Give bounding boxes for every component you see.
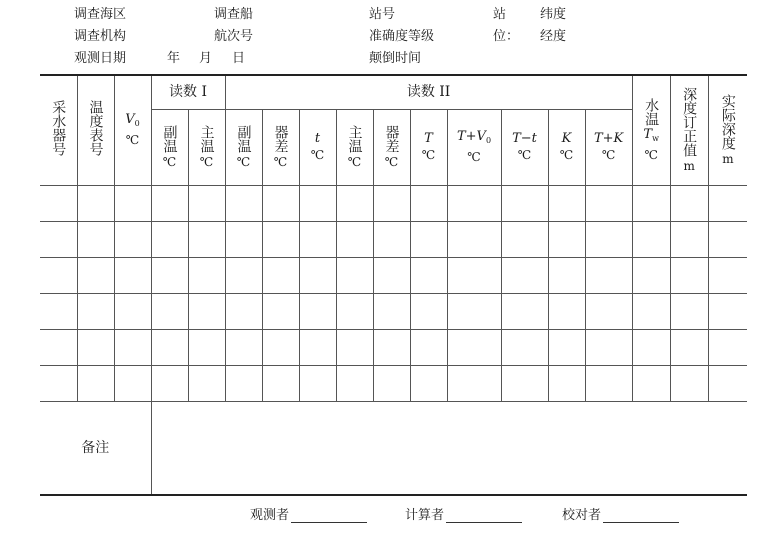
K-header (548, 109, 585, 185)
calculator-signature (405, 504, 522, 523)
actual-depth-header (708, 75, 747, 185)
data-cell[interactable] (548, 365, 585, 401)
data-cell[interactable] (336, 365, 373, 401)
table-row (40, 329, 747, 365)
depth-correction-header (670, 75, 708, 185)
table-row (40, 257, 747, 293)
data-cell[interactable] (262, 365, 299, 401)
r1-main-temp-text: 主温 (198, 125, 215, 153)
t-unit: ℃ (310, 148, 325, 162)
T-minus-t-unit: ℃ (517, 148, 532, 162)
checker-label: 校对者 (562, 508, 602, 523)
data-cell[interactable] (410, 329, 447, 365)
data-cell[interactable] (585, 185, 632, 221)
data-cell[interactable] (410, 257, 447, 293)
survey-area-label: 调查海区 (74, 7, 127, 22)
table-row (40, 221, 747, 257)
r2-aux-temp-unit: ℃ (236, 155, 251, 169)
data-cell[interactable] (708, 257, 747, 293)
calculator-label: 计算者 (405, 508, 445, 523)
longitude-label: 经度 (540, 29, 567, 44)
data-cell[interactable] (299, 329, 336, 365)
data-cell[interactable] (40, 185, 77, 221)
data-cell[interactable] (77, 221, 114, 257)
T-minus-t-header (501, 109, 548, 185)
thermometer-no-text: 温度表号 (87, 100, 104, 157)
reading-2-header: 读数 II (225, 75, 632, 109)
data-cell[interactable] (262, 257, 299, 293)
actual-depth-unit: m (722, 152, 734, 167)
r2-main-error-text: 器差 (383, 125, 400, 153)
data-cell[interactable] (77, 257, 114, 293)
data-cell[interactable] (114, 185, 151, 221)
data-cell[interactable] (188, 185, 225, 221)
data-cell[interactable] (114, 293, 151, 329)
r1-main-temp-header (188, 109, 225, 185)
voyage-no-label: 航次号 (214, 29, 254, 44)
station-position-label-2: 位： (493, 29, 520, 44)
data-cell[interactable] (373, 185, 410, 221)
data-cell[interactable] (548, 257, 585, 293)
data-cell[interactable] (632, 329, 670, 365)
survey-agency-label: 调查机构 (74, 29, 127, 44)
data-cell[interactable] (410, 365, 447, 401)
data-cell[interactable] (225, 185, 262, 221)
observation-table (40, 74, 747, 496)
data-cell[interactable] (670, 185, 708, 221)
T-plus-v0-subscript: 0 (485, 136, 492, 145)
water-temp-header (632, 75, 670, 185)
data-cell[interactable] (410, 293, 447, 329)
data-cell[interactable] (548, 329, 585, 365)
latitude-label: 纬度 (540, 7, 567, 22)
table-row (40, 293, 747, 329)
data-cell[interactable] (373, 293, 410, 329)
table-row (40, 365, 747, 401)
data-cell[interactable] (632, 221, 670, 257)
data-cell[interactable] (299, 185, 336, 221)
r2-main-temp-header (336, 109, 373, 185)
data-cell[interactable] (373, 257, 410, 293)
station-position-label: 站 (493, 7, 507, 22)
thermometer-no-header (77, 75, 114, 185)
data-cell[interactable] (225, 221, 262, 257)
T-plus-v0-header (447, 109, 501, 185)
data-cell[interactable] (188, 257, 225, 293)
data-cell[interactable] (151, 329, 188, 365)
data-cell[interactable] (632, 293, 670, 329)
sampler-no-header (40, 75, 77, 185)
data-cell[interactable] (336, 221, 373, 257)
tw-unit: ℃ (644, 148, 658, 163)
data-cell[interactable] (501, 329, 548, 365)
data-cell[interactable] (188, 329, 225, 365)
data-cell[interactable] (299, 293, 336, 329)
data-cell[interactable] (708, 329, 747, 365)
r2-main-error-header (373, 109, 410, 185)
data-cell[interactable] (632, 365, 670, 401)
r2-main-temp-unit: ℃ (347, 155, 362, 169)
reversal-time-label: 颠倒时间 (369, 51, 422, 66)
data-cell[interactable] (447, 221, 501, 257)
data-cell[interactable] (708, 185, 747, 221)
T-plus-v0-symbol: T+V (456, 129, 486, 144)
reading-1-header: 读数 I (151, 75, 225, 109)
r2-main-error-unit: ℃ (384, 155, 399, 169)
sampler-no-text: 采水器号 (50, 100, 67, 157)
T-unit: ℃ (421, 148, 436, 162)
data-cell[interactable] (410, 185, 447, 221)
remarks-label: 备注 (40, 401, 151, 495)
station-no-label: 站号 (369, 7, 396, 22)
data-cell[interactable] (299, 257, 336, 293)
r1-aux-temp-text: 副温 (161, 125, 178, 153)
r2-aux-error-unit: ℃ (273, 155, 288, 169)
data-cell[interactable] (632, 185, 670, 221)
data-cell[interactable] (670, 257, 708, 293)
remarks-field[interactable] (151, 401, 747, 495)
data-cell[interactable] (188, 221, 225, 257)
data-cell[interactable] (670, 329, 708, 365)
data-cell[interactable] (501, 221, 548, 257)
day-label: 日 (232, 51, 246, 66)
v0-unit: ℃ (125, 133, 140, 148)
data-cell[interactable] (151, 185, 188, 221)
data-cell[interactable] (225, 365, 262, 401)
table-row (40, 185, 747, 221)
data-cell[interactable] (373, 365, 410, 401)
data-cell[interactable] (501, 257, 548, 293)
r1-aux-temp-unit: ℃ (162, 155, 177, 169)
water-temp-text: 水温 (643, 98, 660, 127)
data-cell[interactable] (548, 185, 585, 221)
r2-aux-error-text: 器差 (272, 125, 289, 153)
data-cell[interactable] (447, 293, 501, 329)
data-cell[interactable] (336, 329, 373, 365)
K-symbol: K (561, 131, 572, 146)
depth-correction-text: 深度订正值 (681, 87, 698, 158)
T-plus-K-symbol: T+K (593, 131, 624, 146)
data-cell[interactable] (225, 257, 262, 293)
data-cell[interactable] (501, 365, 548, 401)
data-cell[interactable] (336, 257, 373, 293)
data-cell[interactable] (336, 185, 373, 221)
data-cell[interactable] (77, 329, 114, 365)
checker-signature (562, 504, 679, 523)
data-cell[interactable] (670, 365, 708, 401)
data-cell[interactable] (447, 365, 501, 401)
observation-date-label: 观测日期 (74, 51, 127, 66)
v0-symbol: V (125, 112, 135, 128)
accuracy-level-label: 准确度等级 (369, 29, 435, 44)
data-cell[interactable] (501, 185, 548, 221)
T-plus-K-unit: ℃ (601, 148, 616, 162)
calculator-signature-line[interactable] (446, 509, 522, 523)
r2-aux-temp-text: 副温 (235, 125, 252, 153)
data-cell[interactable] (262, 293, 299, 329)
r2-aux-temp-header (225, 109, 262, 185)
data-cell[interactable] (501, 293, 548, 329)
data-cell[interactable] (299, 365, 336, 401)
data-cell[interactable] (114, 365, 151, 401)
data-cell[interactable] (708, 293, 747, 329)
tw-subscript: w (652, 134, 659, 144)
data-cell[interactable] (77, 293, 114, 329)
data-cell[interactable] (225, 293, 262, 329)
data-cell[interactable] (447, 329, 501, 365)
month-label: 月 (199, 51, 213, 66)
T-plus-K-header (585, 109, 632, 185)
data-cell[interactable] (262, 185, 299, 221)
data-cell[interactable] (447, 185, 501, 221)
data-cell[interactable] (114, 257, 151, 293)
r2-aux-error-header (262, 109, 299, 185)
data-cell[interactable] (40, 329, 77, 365)
data-cell[interactable] (151, 365, 188, 401)
T-plus-v0-unit: ℃ (467, 150, 481, 164)
r1-main-temp-unit: ℃ (199, 155, 214, 169)
data-cell[interactable] (632, 257, 670, 293)
tw-symbol: T (643, 127, 653, 143)
data-cell[interactable] (708, 221, 747, 257)
data-cell[interactable] (585, 329, 632, 365)
data-cell[interactable] (670, 221, 708, 257)
data-cell[interactable] (114, 329, 151, 365)
survey-ship-label: 调查船 (214, 7, 254, 22)
data-cell[interactable] (225, 329, 262, 365)
data-cell[interactable] (670, 293, 708, 329)
actual-depth-text: 实际深度 (719, 94, 736, 151)
data-cell[interactable] (188, 293, 225, 329)
T-header (410, 109, 447, 185)
data-cell[interactable] (188, 365, 225, 401)
data-cell[interactable] (262, 329, 299, 365)
data-cell[interactable] (585, 221, 632, 257)
data-cell[interactable] (40, 293, 77, 329)
data-cell[interactable] (151, 257, 188, 293)
T-minus-t-symbol: T−t (512, 131, 537, 146)
data-cell[interactable] (447, 257, 501, 293)
checker-signature-line[interactable] (603, 509, 679, 523)
v0-header (114, 75, 151, 185)
T-symbol: T (424, 131, 433, 146)
data-cell[interactable] (410, 221, 447, 257)
data-cell[interactable] (299, 221, 336, 257)
t-symbol: t (314, 131, 321, 146)
observer-signature-line[interactable] (291, 509, 367, 523)
K-unit: ℃ (559, 148, 574, 162)
data-cell[interactable] (708, 365, 747, 401)
r1-aux-temp-header (151, 109, 188, 185)
data-cell[interactable] (373, 221, 410, 257)
observer-signature (250, 504, 367, 523)
data-cell[interactable] (40, 257, 77, 293)
data-cell[interactable] (336, 293, 373, 329)
data-cell[interactable] (40, 365, 77, 401)
data-cell[interactable] (77, 185, 114, 221)
data-cell[interactable] (548, 221, 585, 257)
data-cell[interactable] (77, 365, 114, 401)
t-header (299, 109, 336, 185)
data-cell[interactable] (585, 365, 632, 401)
data-cell[interactable] (262, 221, 299, 257)
data-cell[interactable] (585, 257, 632, 293)
data-cell[interactable] (585, 293, 632, 329)
depth-correction-unit: m (683, 159, 695, 174)
r2-main-temp-text: 主温 (346, 125, 363, 153)
data-cell[interactable] (548, 293, 585, 329)
year-label: 年 (167, 51, 181, 66)
data-cell[interactable] (373, 329, 410, 365)
data-cell[interactable] (151, 221, 188, 257)
v0-subscript: 0 (134, 119, 140, 129)
data-cell[interactable] (114, 221, 151, 257)
observer-label: 观测者 (250, 508, 290, 523)
data-cell[interactable] (151, 293, 188, 329)
data-cell[interactable] (40, 221, 77, 257)
